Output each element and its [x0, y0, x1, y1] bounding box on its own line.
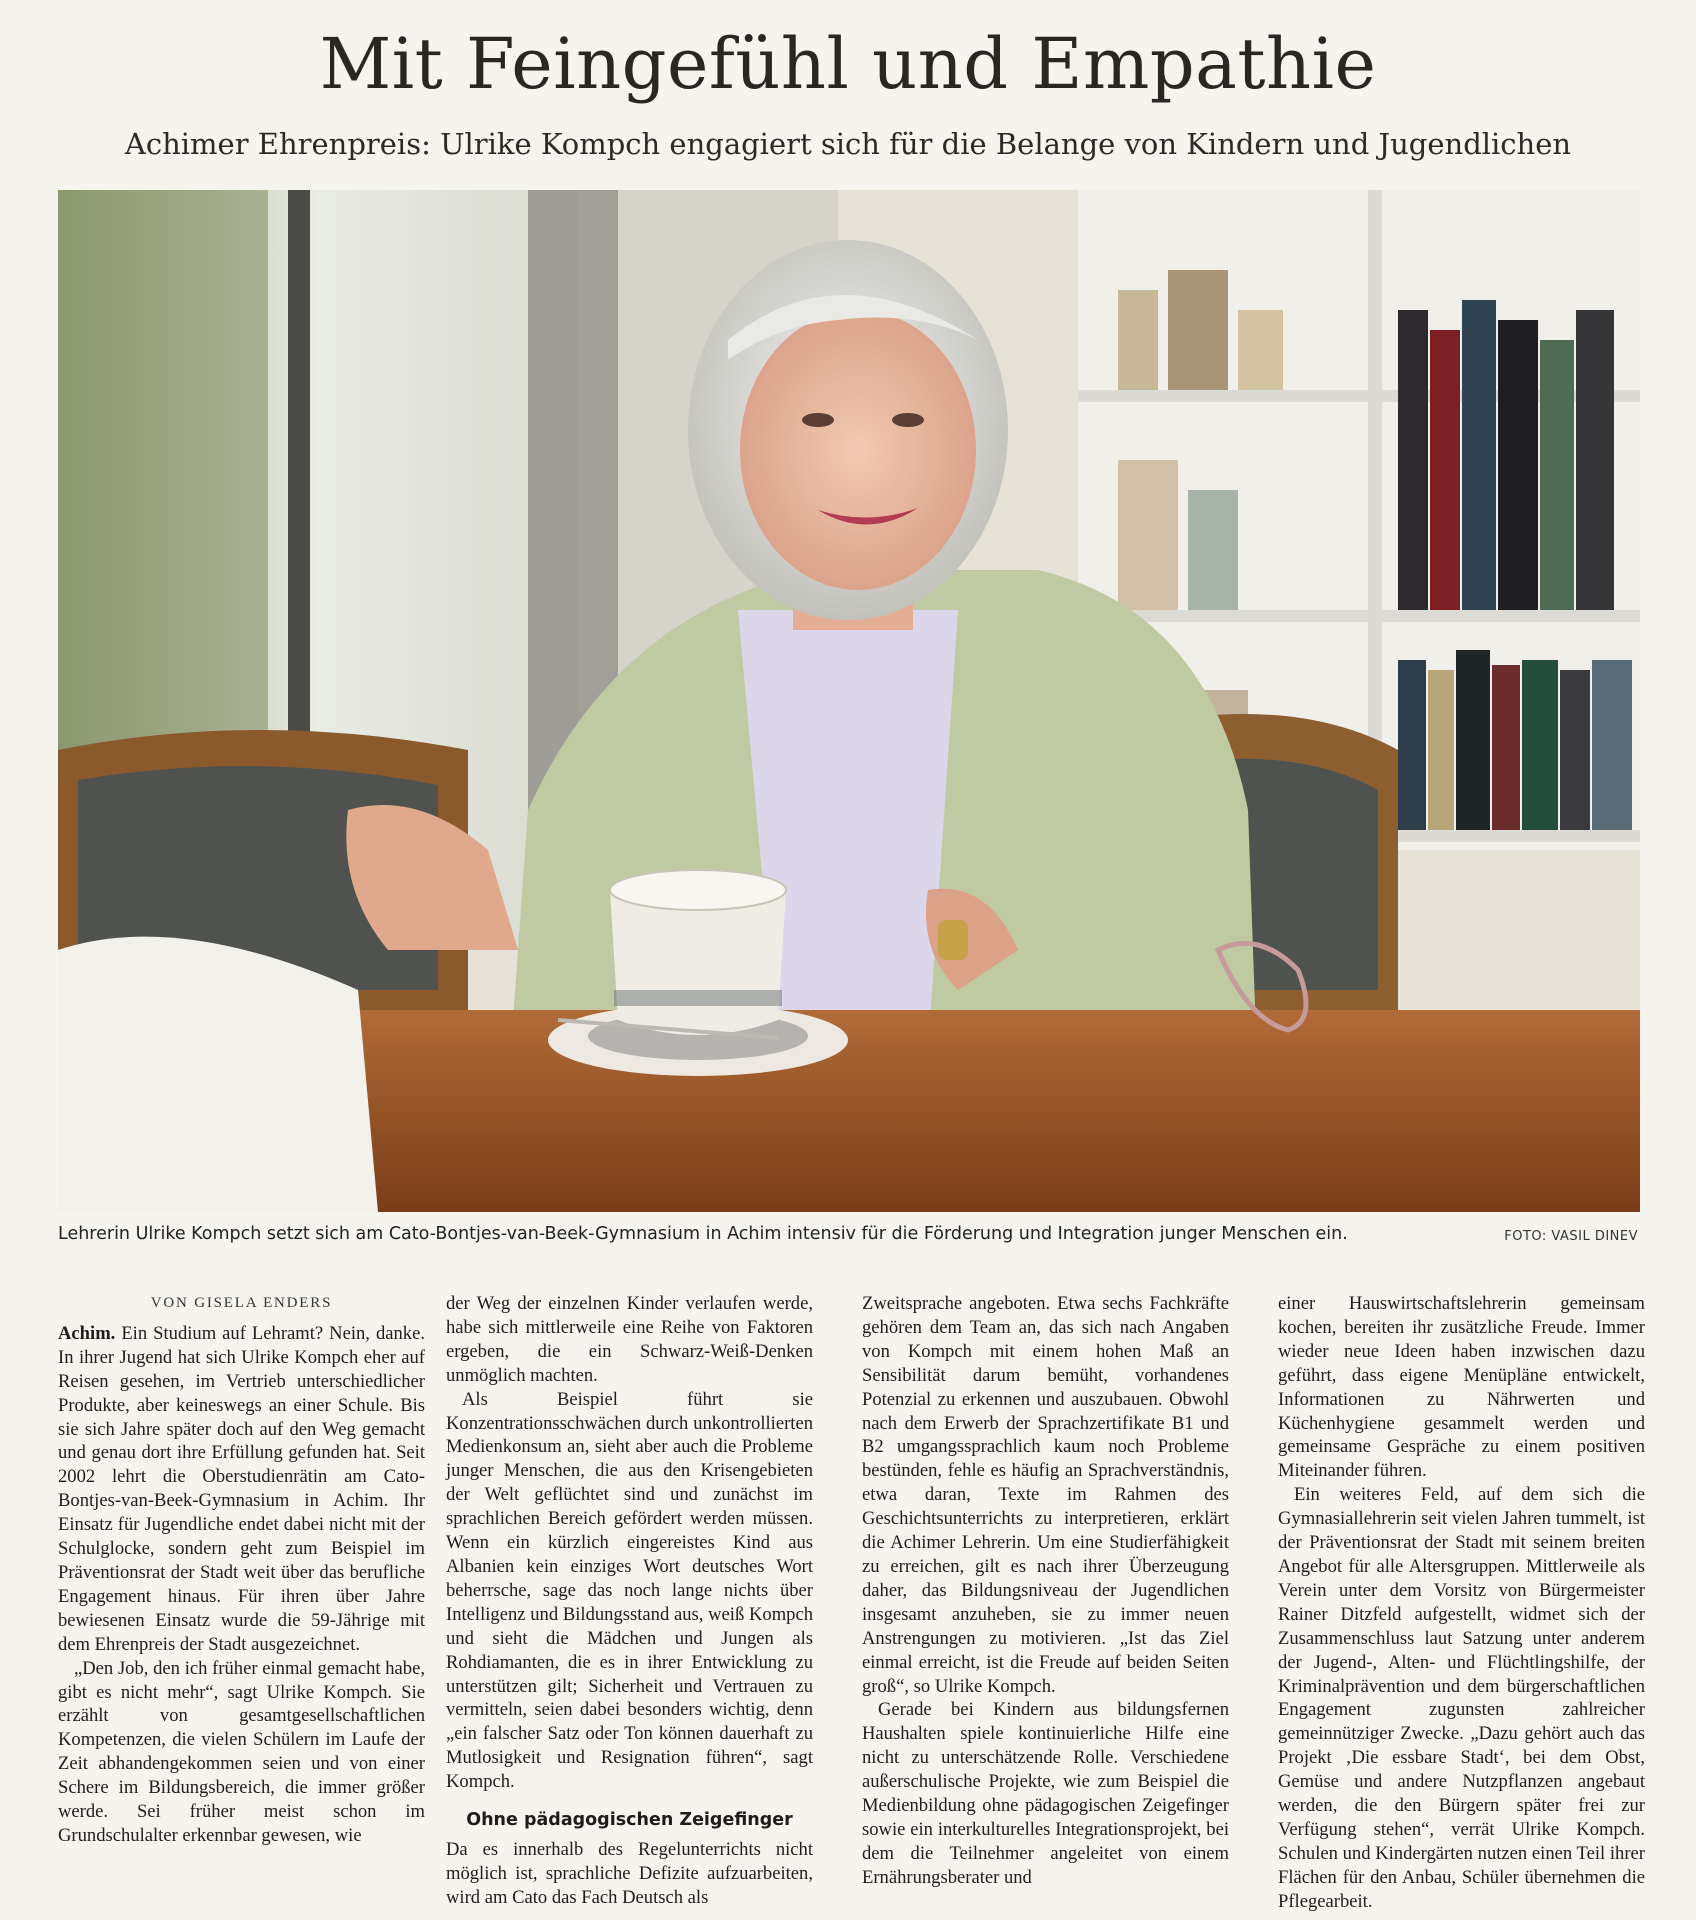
- article-column-2: [446, 1292, 813, 1910]
- photo-credit: FOTO: VASIL DINEV: [1504, 1229, 1638, 1244]
- paragraph: [58, 1322, 425, 1657]
- paragraph: der Weg der einzelnen Kinder verlaufen werde, habe sich mittlerweile eine Reihe von Faktoren ergeben, die ein Schwarz-Weiß-Denken unmöglich machten.: [446, 1293, 813, 1386]
- eye-right: [892, 413, 924, 427]
- article-column-4: [1278, 1292, 1645, 1914]
- paragraph: Ein weiteres Feld, auf dem sich die Gymnasiallehrerin seit vielen Jahren tummelt, ist der Präventionsrat der Stadt mit seinem breiten Angebot für alle Altersgruppen. Mittlerweile als Verein unter dem Vorsitz von Bürgermeister Rainer Ditzfeld aufgestellt, widmet sich der Zusammenschluss laut Satzung unter anderem der Jugend-, Alten- und Flüchtlingshilfe, der Kriminalprävention und dem bürgerschaftlichen Engagement zugunsten zahlreicher gemeinnütziger Zwecke. „Dazu gehört auch das Projekt ‚Die essbare Stadt‘, bei dem Obst, Gemüse und andere Nutzpflanzen angebaut werden, die den Bürgern später frei zur Verfügung stehen“, verrät Ulrike Kompch. Schulen und Kindergärten nutzen einen Teil ihrer Flächen für den Anbau, Schüler übernehmen die Pflegearbeit.: [1278, 1484, 1645, 1912]
- paragraph: Da es innerhalb des Regelunterrichts nicht möglich ist, sprachliche Defizite aufzuarbeiten, wird am Cato das Fach Deutsch als: [446, 1839, 813, 1908]
- coffee-cup: [610, 890, 786, 1035]
- eye-left: [802, 413, 834, 427]
- headline: Mit Feingefühl und Empathie: [319, 23, 1377, 105]
- paragraph-text: Ein Studium auf Lehramt? Nein, danke. In ihrer Jugend hat sich Ulrike Kompch eher auf Reisen gesehen, im Vertrieb unterschiedlicher Produkte, aber keineswegs an einer Schule. Bis sie sich Jahre später doch auf den Weg gemacht und genau dort ihre Erfüllung gefunden hat. Seit 2002 lehrt die Oberstudienrätin am Cato-Bontjes-van-Beek-Gymnasium in Achim. Ihr Einsatz für Jugendliche endet dabei nicht mit der Schulglocke, sondern geht zum Beispiel im Präventionsrat der Stadt weit über das berufliche Engagement hinaus. Für ihren über Jahre bewiesenen Einsatz wurde die 59-Jährige mit dem Ehrenpreis der Stadt ausgezeichnet.: [58, 1322, 425, 1655]
- subheadline: Achimer Ehrenpreis: Ulrike Kompch engagiert sich für die Belange von Kindern und Jugendlichen: [124, 127, 1572, 161]
- paragraph: einer Hauswirtschaftslehrerin gemeinsam kochen, bereiten ihr zusätzliche Freude. Immer wieder neue Ideen haben inzwischen dazu geführt, dass eigene Menüpläne entwickelt, Informationen zu Nährwerten und Küchenhygiene gesammelt werden und gemeinsame Gespräche zu einem positiven Miteinander führen.: [1278, 1293, 1645, 1482]
- paragraph: „Den Job, den ich früher einmal gemacht habe, gibt es nicht mehr“, sagt Ulrike Kompch. Sie erzählt von gesamtgesellschaftlichen Kompetenzen, die vielen Schülern im Laufe der Zeit abhandengekommen seien und von einer Schere im Bildungsbereich, die immer größer werde. Sei früher meist schon im Grundschulalter erkennbar gewesen, wie: [58, 1657, 425, 1846]
- dateline: Achim.: [58, 1322, 116, 1344]
- photo-caption: Lehrerin Ulrike Kompch setzt sich am Cato-Bontjes-van-Beek-Gymnasium in Achim intensiv für die Förderung und Integration junger Menschen ein.: [58, 1224, 1348, 1244]
- article-column-1: [58, 1292, 425, 1848]
- article-column-3: [862, 1292, 1229, 1890]
- paragraph: Zweitsprache angeboten. Etwa sechs Fachkräfte gehören dem Team an, das sich nach Angaben von Kompch mit einem hohen Maß an Sensibilität darum bemüht, vorhandenes Potenzial zu erkennen und auszubauen. Obwohl nach dem Erwerb der Sprachzertifikate B1 und B2 umgangssprachlich kaum noch Probleme bestünden, fehle es häufig an Sprachverständnis, etwa daran, Texte im Rahmen des Geschichtsunterrichts zu interpretieren, erklärt die Achimer Lehrerin. Um eine Studierfähigkeit zu erreichen, gilt es nach ihrer Überzeugung daher, das Bildungsniveau der Jugendlichen insgesamt anzuheben, sie zu immer neuen Anstrengungen zu motivieren. „Ist das Ziel einmal erreicht, ist die Freude auf beiden Seiten groß“, so Ulrike Kompch.: [862, 1293, 1229, 1697]
- wristwatch: [938, 920, 968, 960]
- portrait-photo: [58, 190, 1640, 1212]
- paragraph: Gerade bei Kindern aus bildungsfernen Haushalten spiele kontinuierliche Hilfe eine nicht zu unterschätzende Rolle. Verschiedene außerschulische Projekte, wie zum Beispiel die Medienbildung ohne pädagogischen Zeigefinger sowie ein interkulturelles Integrationsprojekt, bei dem die Teilnehmer angeleitet von einem Ernährungsberater und: [862, 1699, 1229, 1888]
- face: [740, 310, 976, 590]
- byline: VON GISELA ENDERS: [150, 1295, 333, 1311]
- section-subheading: Ohne pädagogischen Zeigefinger: [466, 1810, 793, 1831]
- paragraph: Als Beispiel führt sie Konzentrationsschwächen durch unkontrollierten Medienkonsum an, sieht aber auch die Probleme junger Menschen, die aus den Krisengebieten der Welt geflüchtet sind und zunächst im sprachlichen Bereich gefördert werden müssen. Wenn ein kürzlich eingereistes Kind aus Albanien kein einziges Wort deutsches Wort beherrsche, sage das noch lange nichts über Intelligenz und Bildungsstand aus, weiß Kompch und sieht die Mädchen und Jungen als Rohdiamanten, die es in ihrer Entwicklung zu unterstützen gilt; Sicherheit und Vertrauen zu vermitteln, seien dabei besonders wichtig, denn „ein falscher Satz oder Ton können dauerhaft zu Mutlosigkeit und Resignation führen“, sagt Kompch.: [446, 1388, 813, 1793]
